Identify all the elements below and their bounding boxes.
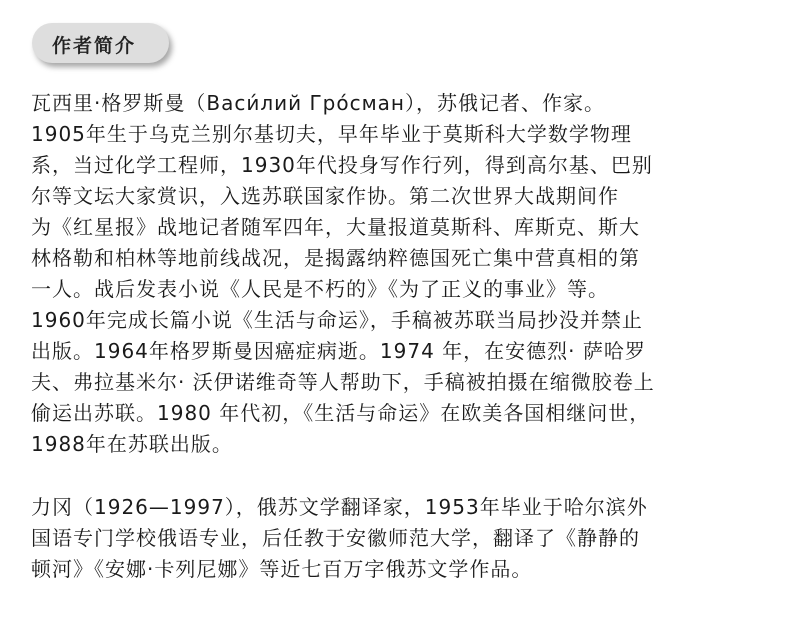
- author-bio-content: [31, 88, 766, 585]
- paragraph-spacer: [31, 460, 766, 492]
- section-title-badge: 作者简介: [32, 23, 169, 63]
- author-bio-paragraph: 瓦西里·格罗斯曼（Васи́лий Гро́сман），苏俄记者、作家。 1905年生于乌克兰别尔基切夫，早年毕业于莫斯科大学数学物理 系，当过化学工程师，1930年代投身写作行列，得到高尔基、巴别 尔等文坛大家赏识，入选苏联国家作协。第二次世界大战期间作 为《红星报》战地记者随军四年，大量报道莫斯科、库斯克、斯大 林格勒和柏林等地前线战况，是揭露纳粹德国死亡集中营真相的第 一人。战后发表小说《人民是不朽的》《为了正义的事业》等。 1960年完成长篇小说《生活与命运》，手稿被苏联当局抄没并禁止 出版。1964年格罗斯曼因癌症病逝。1974 年，在安德烈· 萨哈罗 夫、弗拉基米尔· 沃伊诺维奇等人帮助下，手稿被拍摄在缩微胶卷上 偷运出苏联。1980 年代初，《生活与命运》在欧美各国相继问世， 1988年在苏联出版。: [31, 91, 655, 456]
- translator-bio-paragraph: 力冈（1926—1997），俄苏文学翻译家，1953年毕业于哈尔滨外 国语专门学校俄语专业，后任教于安徽师范大学，翻译了《静静的 顿河》《安娜·卡列尼娜》等近七百万字俄苏文学作品。: [31, 495, 648, 581]
